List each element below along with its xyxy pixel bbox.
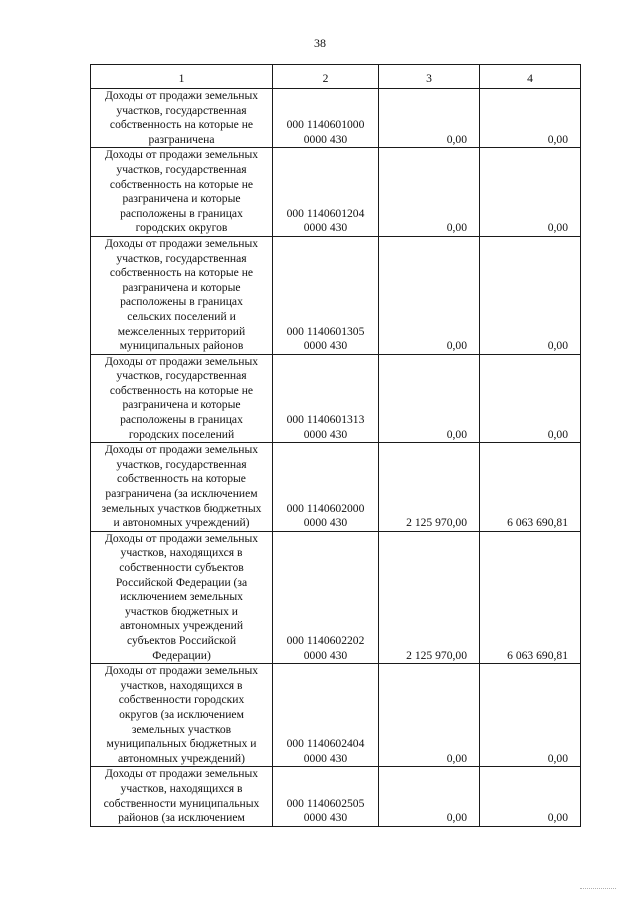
revenue-name-line: округов (за исключением	[119, 707, 244, 721]
table-row	[91, 354, 581, 443]
revenue-name-line: собственность на которые не	[109, 266, 254, 280]
budget-code-line: 000 1140602202	[286, 633, 365, 647]
value-cell-column-4: 6 063 690,81	[480, 531, 581, 663]
budget-code-line: 0000 430	[303, 516, 348, 530]
revenue-name-cell	[91, 148, 273, 237]
budget-code-line: 0000 430	[303, 811, 348, 825]
revenue-name-line: Доходы от продажи земельных	[104, 354, 259, 368]
revenue-name-line: собственность на которые	[117, 472, 246, 486]
revenue-name-line: Российской Федерации (за	[115, 575, 248, 589]
value-cell-column-3: 0,00	[379, 236, 480, 354]
revenue-name-line: собственности субъектов	[119, 561, 244, 574]
column-header-3: 3	[379, 65, 480, 89]
value-cell-column-4: 0,00	[480, 89, 581, 148]
revenue-name-line: участков бюджетных и	[124, 604, 239, 618]
budget-code-cell	[273, 443, 379, 532]
footer-mark	[580, 888, 616, 889]
budget-code-cell	[273, 89, 379, 148]
revenue-name-line: расположены в границах	[120, 206, 243, 220]
revenue-name-line: Доходы от продажи земельных	[104, 531, 259, 545]
budget-code-line: 0000 430	[303, 751, 348, 765]
budget-code-line: 0000 430	[303, 339, 348, 353]
budget-code-line: 000 1140601313	[286, 413, 365, 427]
table-row	[91, 531, 581, 663]
value-cell-column-4: 0,00	[480, 664, 581, 767]
value-cell-column-4: 0,00	[480, 767, 581, 826]
revenue-name-line: сельских поселений и	[127, 309, 236, 323]
budget-code-cell	[273, 236, 379, 354]
table-row	[91, 767, 581, 826]
revenue-name-line: собственность на которые не	[109, 383, 254, 397]
value-cell-column-3: 0,00	[379, 89, 480, 148]
revenue-name-cell	[91, 531, 273, 663]
revenue-name-line: разграничена и которые	[122, 398, 241, 412]
value-cell-column-4: 0,00	[480, 354, 581, 443]
revenue-name-line: участков, государственная	[116, 369, 247, 383]
page-number: 38	[314, 36, 326, 50]
revenue-name-cell	[91, 443, 273, 532]
value-cell-column-3: 0,00	[379, 767, 480, 826]
revenue-name-line: собственность на которые не	[109, 177, 254, 191]
revenue-name-line: городских поселений	[128, 427, 235, 441]
revenue-name-line: собственность на которые не	[109, 118, 254, 132]
value-cell-column-4: 0,00	[480, 236, 581, 354]
value-cell-column-4: 6 063 690,81	[480, 443, 581, 532]
revenue-name-line: автономных учреждений)	[118, 751, 245, 765]
budget-code-cell	[273, 354, 379, 443]
revenue-name-line: участков, государственная	[116, 457, 247, 471]
table-row	[91, 89, 581, 148]
revenue-name-line: Доходы от продажи земельных	[104, 236, 259, 250]
budget-code-line: 000 1140602000	[286, 501, 365, 515]
budget-code-cell	[273, 664, 379, 767]
value-cell-column-4: 0,00	[480, 148, 581, 237]
revenue-name-cell	[91, 236, 273, 354]
revenue-name-line: районов (за исключением	[118, 811, 245, 825]
revenue-name-line: разграничена и которые	[122, 192, 241, 206]
budget-code-line: 000 1140601305	[286, 324, 365, 338]
revenue-name-cell	[91, 664, 273, 767]
revenue-name-line: и автономных учреждений)	[113, 516, 250, 530]
revenue-name-line: собственности городских	[118, 693, 245, 707]
value-cell-column-3: 2 125 970,00	[379, 531, 480, 663]
revenue-name-cell	[91, 767, 273, 826]
column-header-1: 1	[91, 65, 273, 89]
table-body	[91, 65, 581, 827]
table-row	[91, 148, 581, 237]
revenue-name-line: разграничена	[148, 132, 215, 146]
revenue-name-cell	[91, 354, 273, 443]
budget-code-line: 000 1140601204	[286, 206, 365, 220]
revenue-name-line: Доходы от продажи земельных	[104, 443, 259, 457]
budget-code-line: 0000 430	[303, 427, 348, 441]
revenue-name-line: исключением земельных	[120, 590, 243, 604]
revenue-name-line: разграничена (за исключением	[105, 487, 258, 501]
value-cell-column-3: 0,00	[379, 664, 480, 767]
budget-code-cell	[273, 148, 379, 237]
budget-code-line: 0000 430	[303, 132, 348, 146]
revenue-name-line: Доходы от продажи земельных	[104, 89, 259, 102]
revenue-name-line: Доходы от продажи земельных	[104, 664, 259, 678]
revenue-name-line: участков, государственная	[116, 162, 247, 176]
revenue-name-line: субъектов Российской	[126, 633, 237, 647]
revenue-name-line: Доходы от продажи земельных	[104, 148, 259, 162]
revenue-name-line: участков, находящихся в	[120, 678, 243, 692]
revenue-name-line: муниципальных бюджетных и	[106, 737, 257, 751]
value-cell-column-3: 0,00	[379, 354, 480, 443]
revenue-name-line: участков, государственная	[116, 251, 247, 265]
revenue-name-line: участков, государственная	[116, 103, 247, 117]
budget-code-cell	[273, 531, 379, 663]
revenue-name-line: участков, находящихся в	[120, 781, 243, 795]
revenue-name-line: расположены в границах	[120, 413, 243, 427]
revenue-name-cell	[91, 89, 273, 148]
budget-code-line: 0000 430	[303, 648, 348, 662]
revenue-name-line: городских округов	[135, 221, 228, 235]
revenue-name-line: расположены в границах	[120, 295, 243, 309]
budget-code-line: 000 1140602505	[286, 796, 365, 810]
revenue-name-line: муниципальных районов	[119, 339, 244, 353]
revenue-name-line: земельных участков	[131, 722, 232, 736]
budget-code-line: 000 1140602404	[286, 737, 365, 751]
revenue-name-line: участков, находящихся в	[120, 546, 243, 560]
table-row	[91, 664, 581, 767]
revenue-name-line: земельных участков бюджетных	[101, 501, 262, 515]
column-header-4: 4	[480, 65, 581, 89]
budget-code-line: 0000 430	[303, 221, 348, 235]
table-header-row	[91, 65, 581, 89]
budget-code-cell	[273, 767, 379, 826]
revenue-name-line: Доходы от продажи земельных	[104, 767, 259, 781]
revenue-name-line: автономных учреждений	[119, 619, 244, 633]
budget-code-line: 000 1140601000	[286, 118, 365, 132]
table-row	[91, 236, 581, 354]
value-cell-column-3: 2 125 970,00	[379, 443, 480, 532]
revenue-name-line: собственности муниципальных	[103, 796, 260, 810]
budget-revenue-table	[90, 64, 581, 827]
revenue-name-line: межселенных территорий	[117, 324, 246, 338]
revenue-name-line: Федерации)	[152, 648, 211, 662]
table-row	[91, 443, 581, 532]
value-cell-column-3: 0,00	[379, 148, 480, 237]
revenue-name-line: разграничена и которые	[122, 280, 241, 294]
column-header-2: 2	[273, 65, 379, 89]
